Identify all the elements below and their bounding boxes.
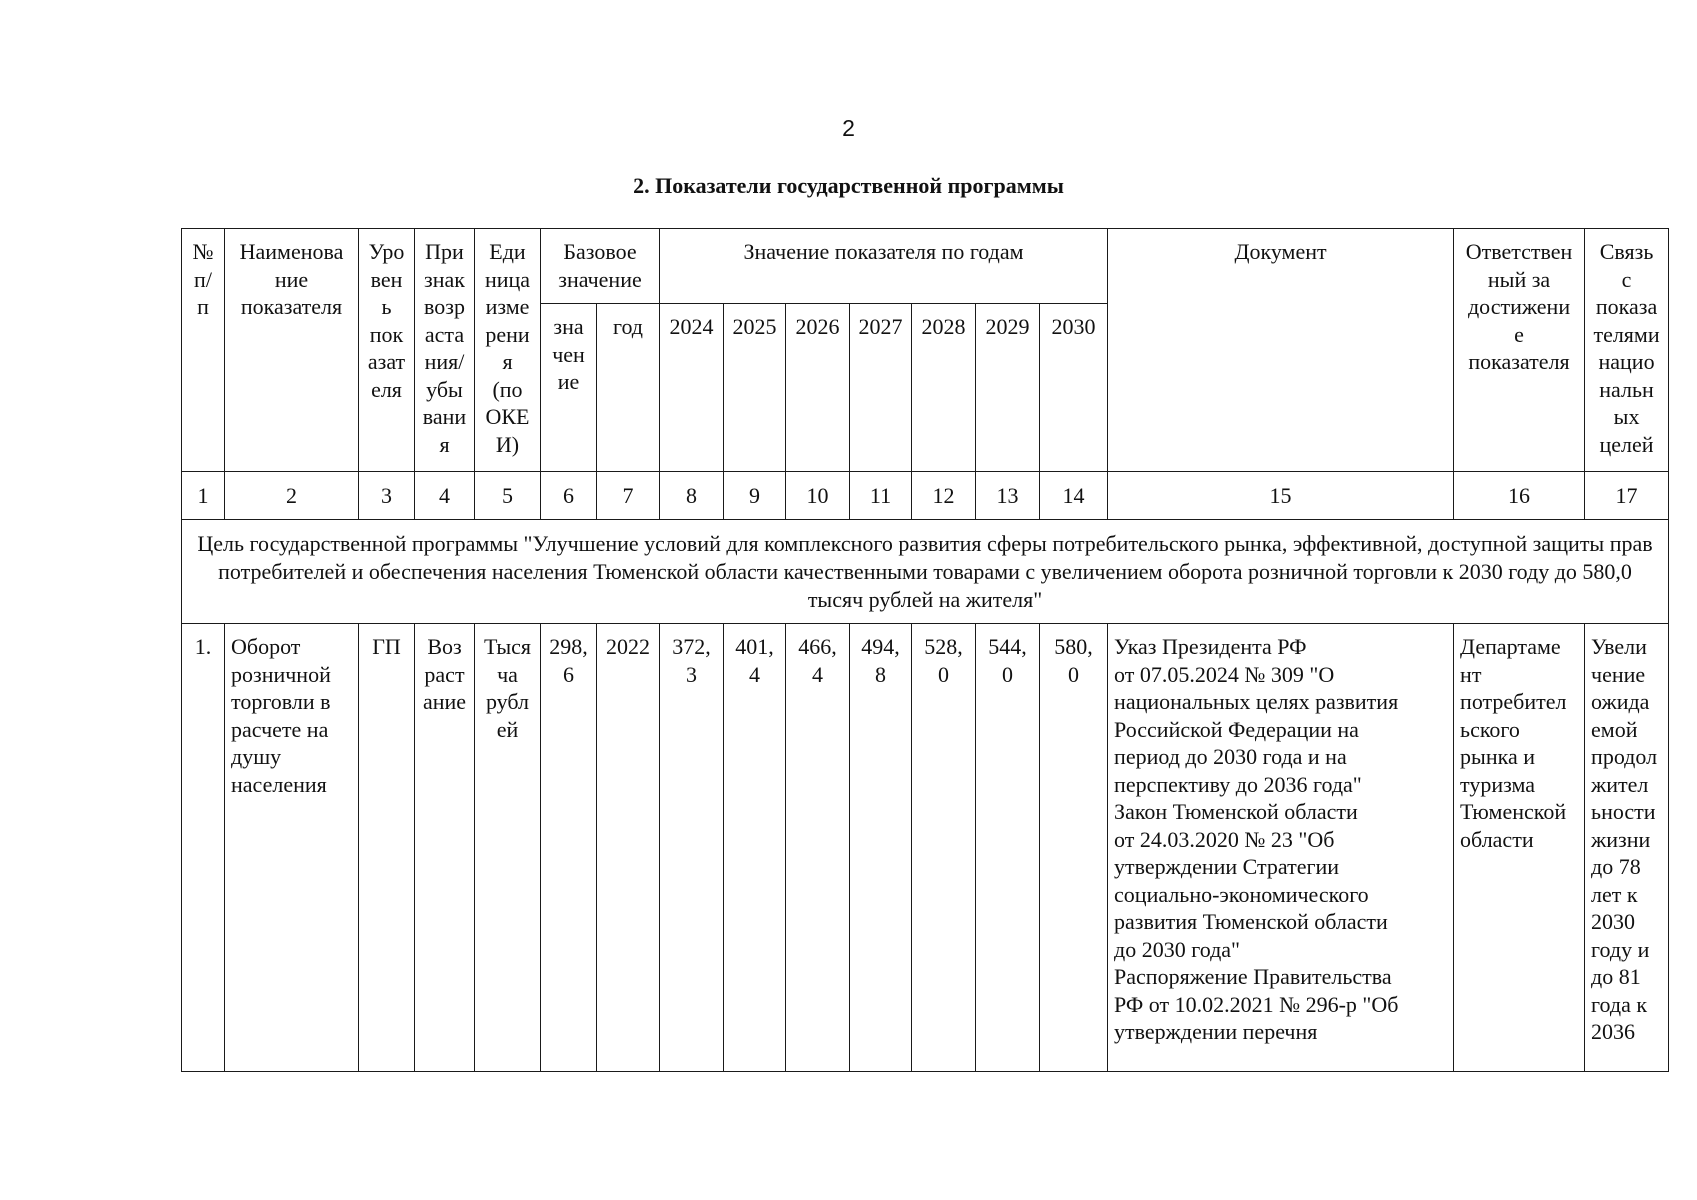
column-number: 13 [976,472,1040,520]
header-year: 2025 [724,304,786,472]
row-level: ГП [359,624,415,1072]
row-base-year: 2022 [597,624,660,1072]
header-base-year: год [597,304,660,472]
header-responsible: Ответствен ный за достижени е показателя [1454,229,1585,472]
row-value-2028: 528, 0 [912,624,976,1072]
header-unit: Еди ница изме рени я (по ОКЕ И) [475,229,541,472]
row-document: Указ Президента РФ от 07.05.2024 № 309 "О национальных целях развития Российской Федерации на период до 2030 года и на перспективу до 2036 года" Закон Тюменской области от 24.03.2020 № 23 "Об утверждении Стратегии социально-экономического развития Тюменской области до 2030 года" Распоряжение Правительства РФ от 10.02.2021 № 296-р "Об утверждении перечня [1108,624,1454,1072]
header-values-by-year: Значение показателя по годам [660,229,1108,304]
header-base: Базовое значение [541,229,660,304]
row-national-goals-link: Увели чение ожида емой продол жител ьности жизни до 78 лет к 2030 году и до 81 года к 2036 [1585,624,1669,1072]
column-number: 9 [724,472,786,520]
column-number: 11 [850,472,912,520]
indicators-table [181,228,1669,1072]
column-number: 5 [475,472,541,520]
header-year: 2028 [912,304,976,472]
header-year: 2024 [660,304,724,472]
column-number: 3 [359,472,415,520]
column-number: 10 [786,472,850,520]
row-responsible: Департаме нт потребител ьского рынка и туризма Тюменской области [1454,624,1585,1072]
row-unit: Тыся ча рубл ей [475,624,541,1072]
row-sign: Воз раст ание [415,624,475,1072]
header-year: 2030 [1040,304,1108,472]
column-number: 17 [1585,472,1669,520]
column-number: 6 [541,472,597,520]
column-number: 1 [182,472,225,520]
row-value-2030: 580, 0 [1040,624,1108,1072]
row-value-2027: 494, 8 [850,624,912,1072]
row-value-2029: 544, 0 [976,624,1040,1072]
table-row [182,624,1669,1072]
goal-row [182,520,1669,624]
column-number: 14 [1040,472,1108,520]
row-base-value: 298, 6 [541,624,597,1072]
section-heading: 2. Показатели государственной программы [633,173,1064,198]
column-number: 4 [415,472,475,520]
header-document: Документ [1108,229,1454,472]
page-number: 2 [842,115,855,141]
row-indicator-name: Оборот розничной торговли в расчете на душу населения [225,624,359,1072]
header-num: № п/ п [182,229,225,472]
header-year: 2026 [786,304,850,472]
column-number: 2 [225,472,359,520]
header-level: Уро вен ь пок азат еля [359,229,415,472]
column-number: 16 [1454,472,1585,520]
column-number: 7 [597,472,660,520]
header-link: Связь с показа телями нацио нальн ых целей [1585,229,1669,472]
row-value-2026: 466, 4 [786,624,850,1072]
header-sign: При знак возр аста ния/ убы вани я [415,229,475,472]
header-year: 2027 [850,304,912,472]
program-goal: Цель государственной программы "Улучшение условий для комплексного развития сферы потребительского рынка, эффективной, доступной защиты прав потребителей и обеспечения населения Тюменской области качественными товарами с увеличением оборота розничной торговли к 2030 году до 580,0 тысяч рублей на жителя" [182,520,1669,624]
header-name: Наименова ние показателя [225,229,359,472]
row-num: 1. [182,624,225,1072]
column-number: 15 [1108,472,1454,520]
column-number: 12 [912,472,976,520]
column-numbers-row [182,472,1669,520]
row-value-2025: 401, 4 [724,624,786,1072]
header-year: 2029 [976,304,1040,472]
header-row [182,229,1669,304]
column-number: 8 [660,472,724,520]
row-value-2024: 372, 3 [660,624,724,1072]
header-base-value: зна чен ие [541,304,597,472]
